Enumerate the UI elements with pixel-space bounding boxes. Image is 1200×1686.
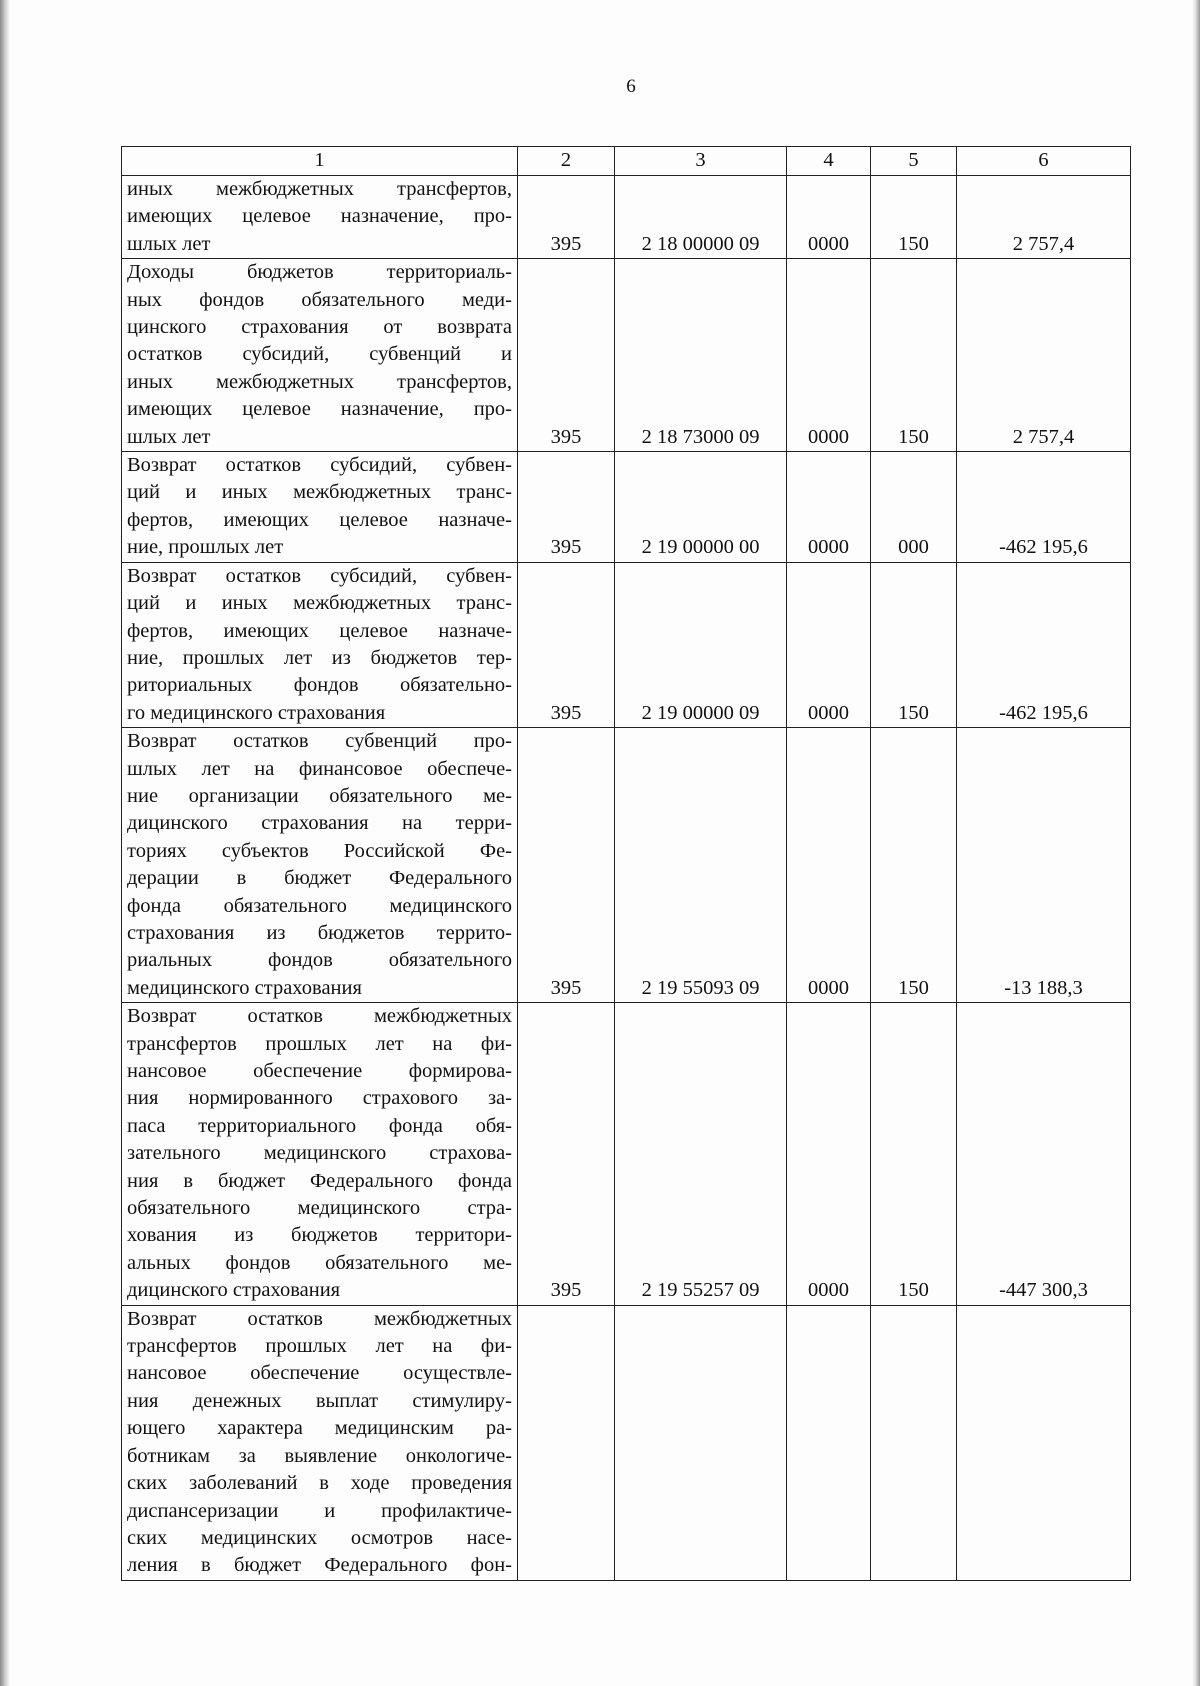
description-line: имеющих целевое назначение, про- xyxy=(127,205,512,228)
description-line: дерации в бюджет Федерального xyxy=(127,867,512,890)
row-admin-code: 395 xyxy=(518,1003,615,1305)
column-header-5: 5 xyxy=(871,147,957,176)
description-line: Возврат остатков субсидий, субвен- xyxy=(127,564,512,587)
budget-table xyxy=(121,146,1131,1581)
description-line: иных межбюджетных трансфертов, xyxy=(127,370,512,393)
row-amount: -462 195,6 xyxy=(957,562,1131,727)
row-subtype-code xyxy=(787,1305,871,1580)
description-line: медицинского страхования xyxy=(127,976,362,999)
header-row xyxy=(122,147,1131,176)
table-body xyxy=(122,176,1131,1581)
description-line: хования из бюджетов территори- xyxy=(127,1224,512,1247)
row-amount: 2 757,4 xyxy=(957,259,1131,452)
row-revenue-code: 2 19 55093 09 xyxy=(615,728,787,1003)
description-line: ториях субъектов Российской Фе- xyxy=(127,839,512,862)
row-admin-code xyxy=(518,1305,615,1580)
row-subtype-code: 0000 xyxy=(787,728,871,1003)
description-line: фертов, имеющих целевое назначе- xyxy=(127,508,512,531)
row-kind-code: 000 xyxy=(871,452,957,563)
column-header-3: 3 xyxy=(615,147,787,176)
row-kind-code: 150 xyxy=(871,176,957,259)
description-line: нансовое обеспечение осуществле- xyxy=(127,1362,512,1385)
description-line: цинского страхования от возврата xyxy=(127,316,512,339)
row-revenue-code: 2 18 73000 09 xyxy=(615,259,787,452)
row-kind-code: 150 xyxy=(871,728,957,1003)
description-line: ных фондов обязательного меди- xyxy=(127,288,512,311)
description-line: шлых лет xyxy=(127,232,211,255)
description-line: Доходы бюджетов территориаль- xyxy=(127,261,512,284)
column-header-1: 1 xyxy=(122,147,518,176)
table-row xyxy=(122,176,1131,259)
row-kind-code: 150 xyxy=(871,1003,957,1305)
row-description xyxy=(122,176,518,259)
scan-edge-right xyxy=(1192,0,1200,1686)
row-description xyxy=(122,1305,518,1580)
row-revenue-code: 2 19 00000 00 xyxy=(615,452,787,563)
description-line: ботникам за выявление онкологиче- xyxy=(127,1444,512,1467)
description-line: альных фондов обязательного ме- xyxy=(127,1251,512,1274)
row-admin-code: 395 xyxy=(518,452,615,563)
description-line: ние организации обязательного ме- xyxy=(127,784,512,807)
row-revenue-code: 2 19 55257 09 xyxy=(615,1003,787,1305)
row-amount: -462 195,6 xyxy=(957,452,1131,563)
description-line: ния нормированного страхового за- xyxy=(127,1087,512,1110)
description-line: Возврат остатков межбюджетных xyxy=(127,1307,512,1330)
row-revenue-code: 2 19 00000 09 xyxy=(615,562,787,727)
description-line: Возврат остатков субвенций про- xyxy=(127,730,512,753)
description-line: ние, прошлых лет из бюджетов тер- xyxy=(127,646,512,669)
page-number: 6 xyxy=(626,76,636,97)
column-header-6: 6 xyxy=(957,147,1131,176)
description-line: ления в бюджет Федерального фон- xyxy=(127,1554,512,1577)
row-description xyxy=(122,259,518,452)
description-line: ющего характера медицинским ра- xyxy=(127,1417,512,1440)
description-line: иных межбюджетных трансфертов, xyxy=(127,178,512,200)
row-description xyxy=(122,452,518,563)
description-line: ских заболеваний в ходе проведения xyxy=(127,1472,512,1495)
description-line: страхования из бюджетов террито- xyxy=(127,921,512,944)
description-line: го медицинского страхования xyxy=(127,701,386,724)
row-amount: -13 188,3 xyxy=(957,728,1131,1003)
description-line: Возврат остатков межбюджетных xyxy=(127,1005,512,1028)
row-subtype-code: 0000 xyxy=(787,1003,871,1305)
description-line: трансфертов прошлых лет на фи- xyxy=(127,1335,512,1358)
description-line: зательного медицинского страхова- xyxy=(127,1142,512,1165)
row-admin-code: 395 xyxy=(518,562,615,727)
description-line: дицинского страхования xyxy=(127,1279,341,1302)
scan-edge-left xyxy=(0,0,10,1686)
row-amount: 2 757,4 xyxy=(957,176,1131,259)
table-row xyxy=(122,1003,1131,1305)
row-amount xyxy=(957,1305,1131,1580)
table-row xyxy=(122,452,1131,563)
description-line: шлых лет xyxy=(127,425,211,448)
row-admin-code: 395 xyxy=(518,176,615,259)
description-line: ние, прошлых лет xyxy=(127,536,284,559)
row-kind-code: 150 xyxy=(871,562,957,727)
description-line: трансфертов прошлых лет на фи- xyxy=(127,1032,512,1055)
row-revenue-code: 2 18 00000 09 xyxy=(615,176,787,259)
table-header xyxy=(122,147,1131,176)
description-line: имеющих целевое назначение, про- xyxy=(127,398,512,421)
row-description xyxy=(122,728,518,1003)
description-line: риальных фондов обязательного xyxy=(127,949,512,972)
row-kind-code: 150 xyxy=(871,259,957,452)
row-subtype-code: 0000 xyxy=(787,452,871,563)
row-revenue-code xyxy=(615,1305,787,1580)
description-line: остатков субсидий, субвенций и xyxy=(127,343,512,366)
description-line: ния денежных выплат стимулиру- xyxy=(127,1389,512,1412)
description-line: ций и иных межбюджетных транс- xyxy=(127,481,512,504)
table-row xyxy=(122,728,1131,1003)
row-subtype-code: 0000 xyxy=(787,259,871,452)
description-line: обязательного медицинского стра- xyxy=(127,1197,512,1220)
row-admin-code: 395 xyxy=(518,728,615,1003)
description-line: диспансеризации и профилактиче- xyxy=(127,1499,512,1522)
table-row xyxy=(122,562,1131,727)
row-subtype-code: 0000 xyxy=(787,176,871,259)
table-row xyxy=(122,259,1131,452)
description-line: риториальных фондов обязательно- xyxy=(127,674,512,697)
description-line: дицинского страхования на терри- xyxy=(127,812,512,835)
table-row xyxy=(122,1305,1131,1580)
description-line: ских медицинских осмотров насе- xyxy=(127,1526,512,1549)
row-description xyxy=(122,562,518,727)
column-header-2: 2 xyxy=(518,147,615,176)
description-line: нансовое обеспечение формирова- xyxy=(127,1060,512,1082)
row-description xyxy=(122,1003,518,1305)
column-header-4: 4 xyxy=(787,147,871,176)
description-line: фертов, имеющих целевое назначе- xyxy=(127,619,512,642)
description-line: шлых лет на финансовое обеспече- xyxy=(127,757,512,780)
row-amount: -447 300,3 xyxy=(957,1003,1131,1305)
description-line: ций и иных межбюджетных транс- xyxy=(127,592,512,615)
description-line: Возврат остатков субсидий, субвен- xyxy=(127,454,512,477)
row-admin-code: 395 xyxy=(518,259,615,452)
description-line: фонда обязательного медицинского xyxy=(127,894,512,917)
row-subtype-code: 0000 xyxy=(787,562,871,727)
description-line: ния в бюджет Федерального фонда xyxy=(127,1169,512,1192)
row-kind-code xyxy=(871,1305,957,1580)
description-line: паса территориального фонда обя- xyxy=(127,1114,512,1137)
